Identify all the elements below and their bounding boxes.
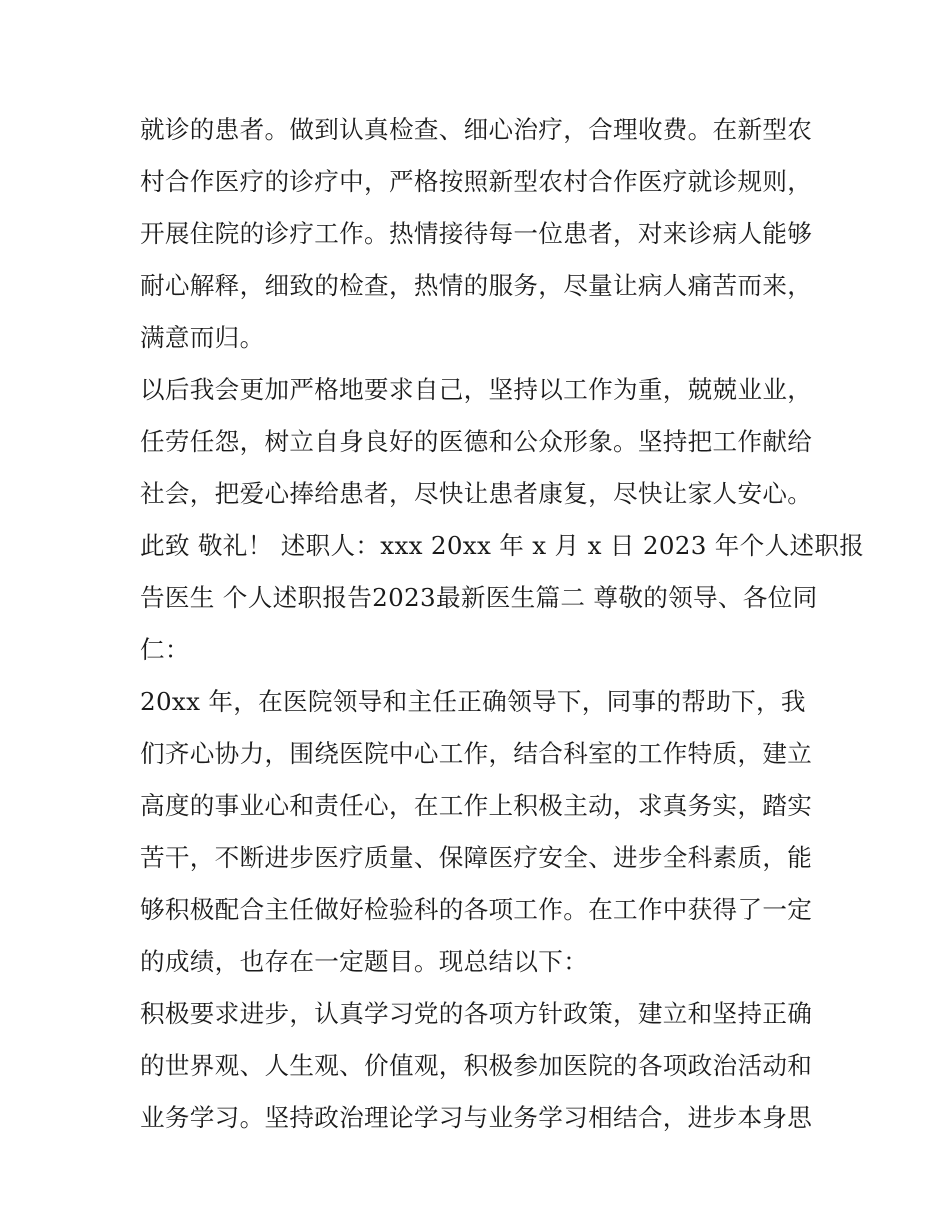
text-line: 20xx 年，在医院领导和主任正确领导下，同事的帮助下，我 [140, 687, 806, 716]
body-text [140, 104, 865, 1144]
text-line: 高度的事业心和责任心，在工作上积极主动，求真务实，踏实 [140, 791, 813, 820]
text-line: 此致 敬礼！ 述职人：xxx 20xx 年 x 月 x 日 2023 年个人述职报 [140, 531, 865, 560]
text-line: 积极要求进步，认真学习党的各项方针政策，建立和坚持正确 [140, 999, 813, 1028]
text-line: 们齐心协力，围绕医院中心工作，结合科室的工作特质，建立 [140, 739, 813, 768]
text-line: 耐心解释，细致的检查，热情的服务，尽量让病人痛苦而来， [140, 271, 813, 300]
text-line: 就诊的患者。做到认真检查、细心治疗，合理收费。在新型农 [140, 115, 813, 144]
text-line: 告医生 个人述职报告2023最新医生篇二 尊敬的领导、各位同 [140, 583, 818, 612]
text-line: 村合作医疗的诊疗中，严格按照新型农村合作医疗就诊规则， [140, 167, 813, 196]
text-line: 的成绩，也存在一定题目。现总结以下： [140, 947, 589, 976]
text-line: 以后我会更加严格地要求自己，坚持以工作为重，兢兢业业， [140, 375, 813, 404]
text-line: 业务学习。坚持政治理论学习与业务学习相结合，进步本身思 [140, 1103, 813, 1132]
text-line: 任劳任怨，树立自身良好的医德和公众形象。坚持把工作献给 [140, 427, 813, 456]
text-line: 仁： [140, 635, 190, 664]
text-line: 够积极配合主任做好检验科的各项工作。在工作中获得了一定 [140, 895, 813, 924]
text-line: 社会，把爱心捧给患者，尽快让患者康复，尽快让家人安心。 [140, 479, 813, 508]
text-line: 开展住院的诊疗工作。热情接待每一位患者，对来诊病人能够 [140, 219, 813, 248]
text-line: 苦干，不断进步医疗质量、保障医疗安全、进步全科素质，能 [140, 843, 813, 872]
text-line: 满意而归。 [140, 323, 265, 352]
text-line: 的世界观、人生观、价值观，积极参加医院的各项政治活动和 [140, 1051, 813, 1080]
